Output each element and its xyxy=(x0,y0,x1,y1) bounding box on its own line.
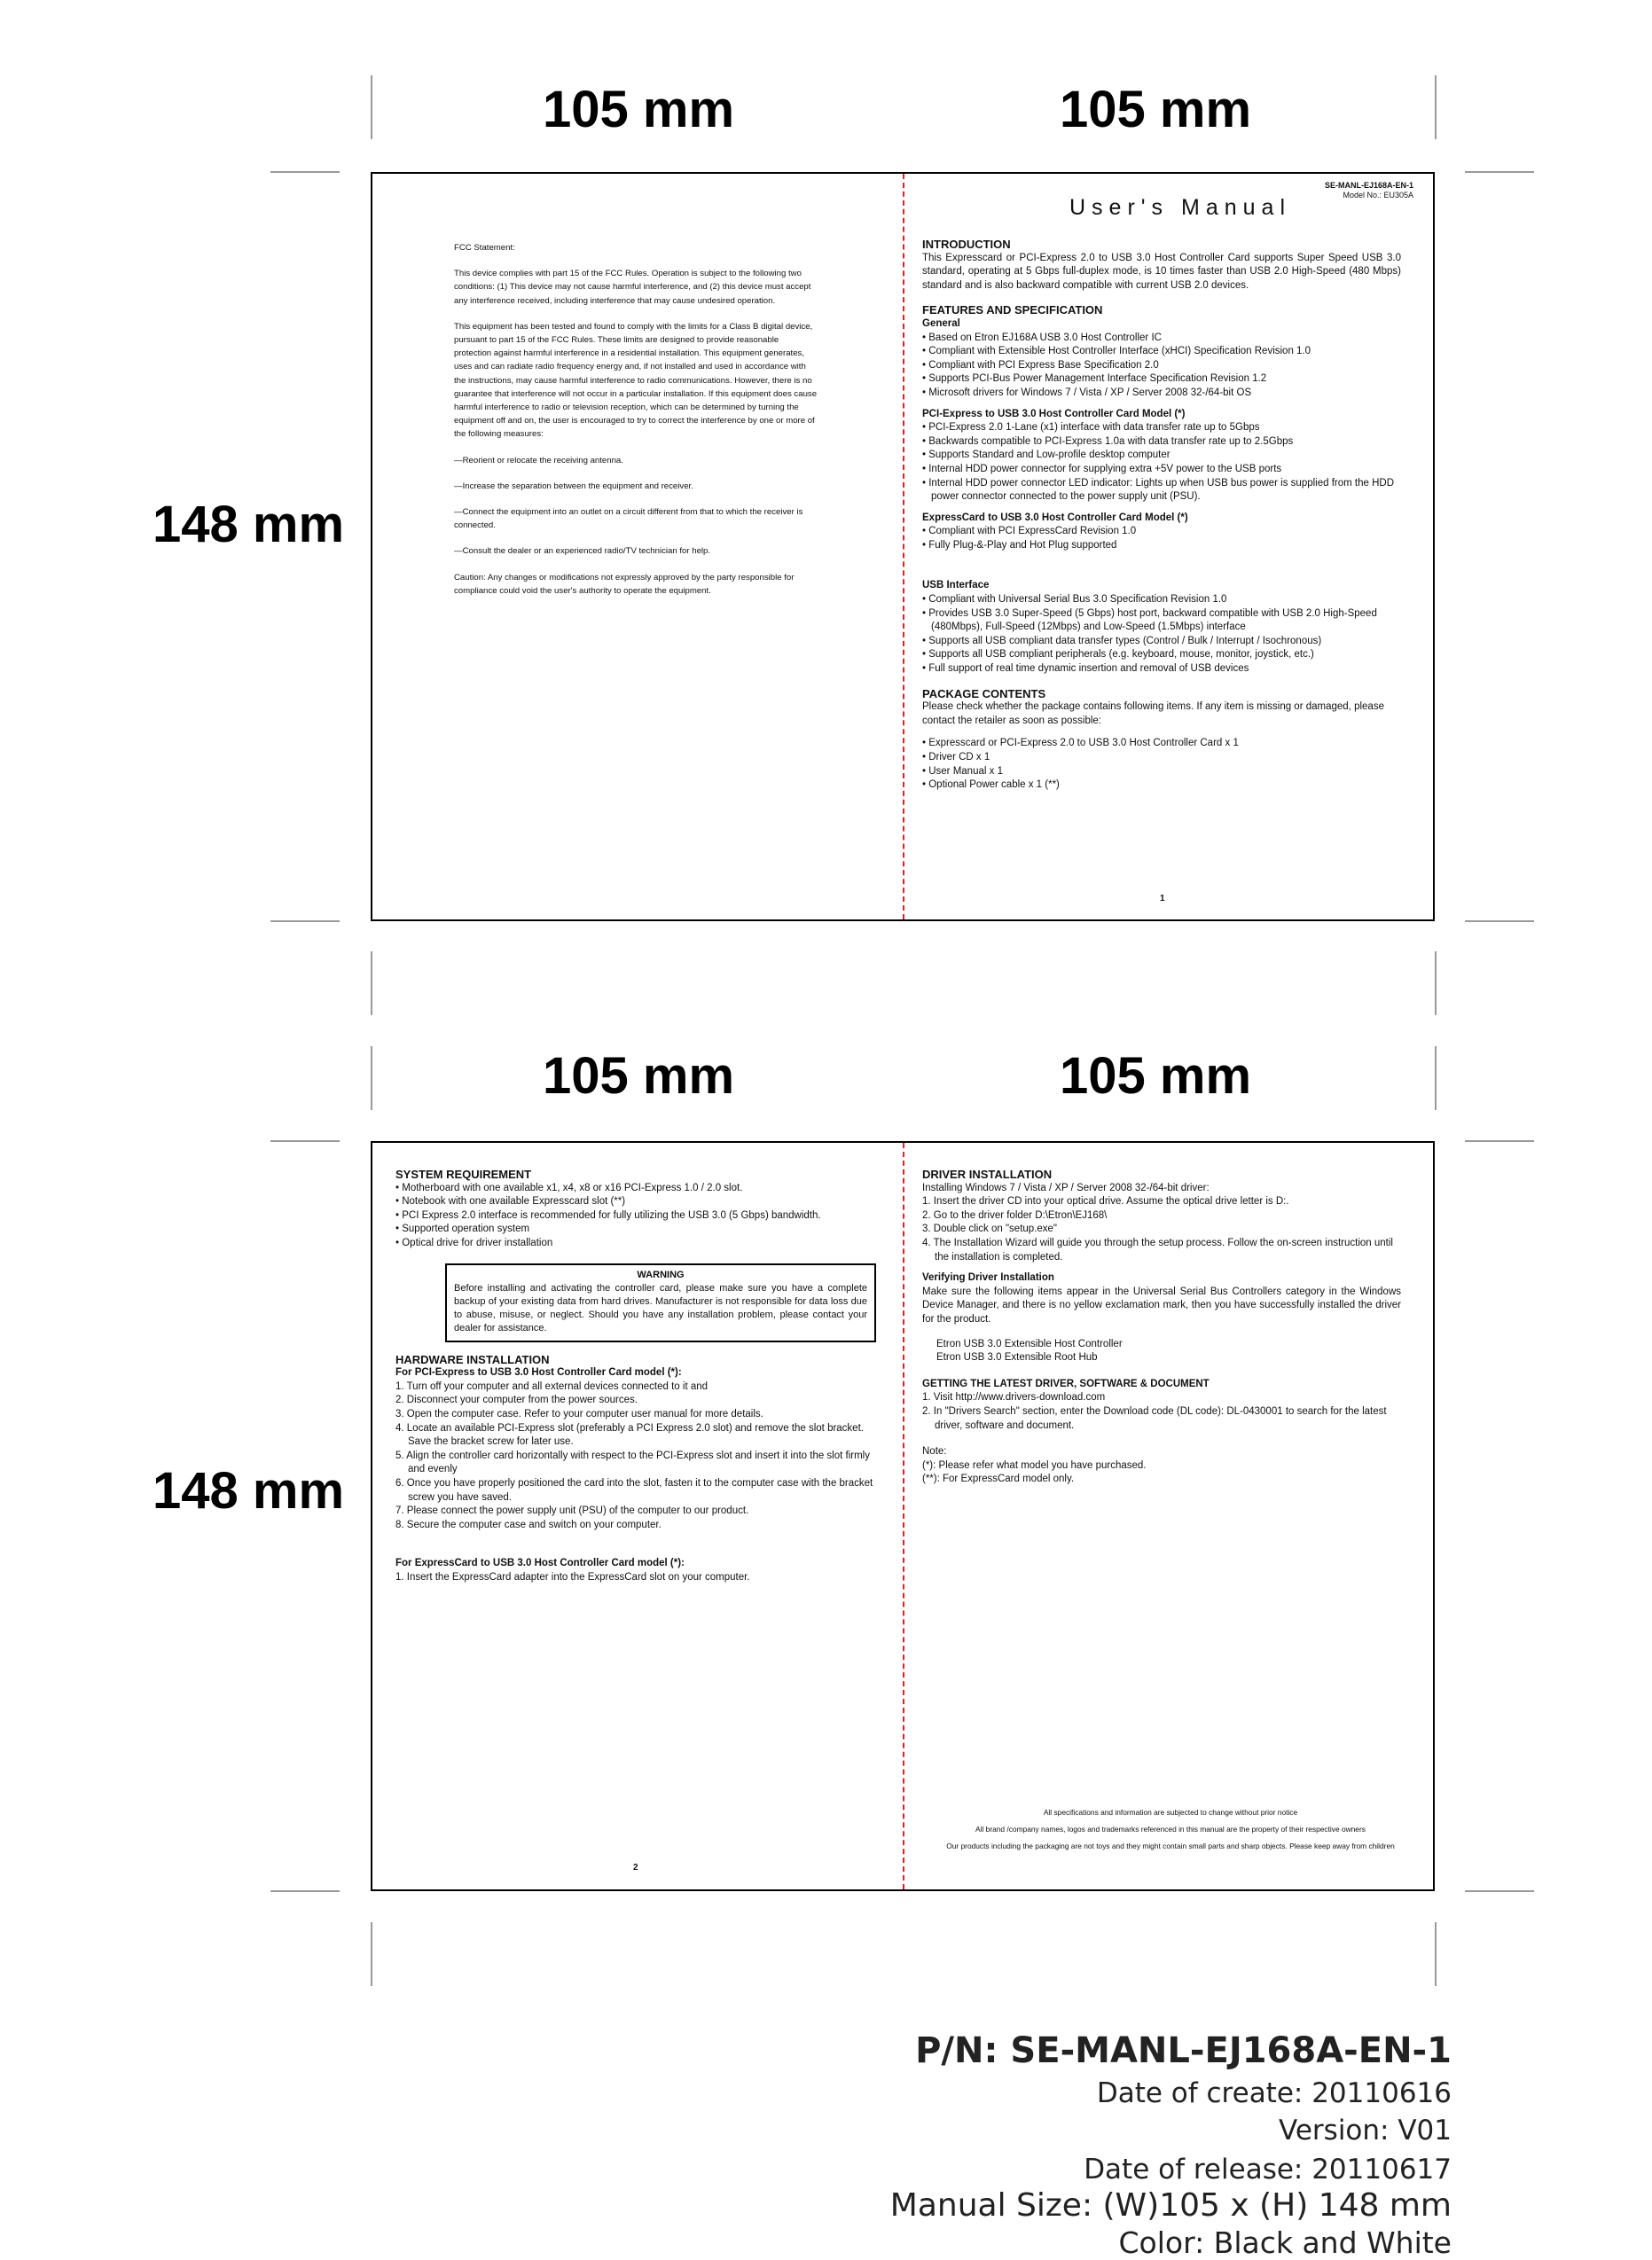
hw-pcie-heading: For PCI-Express to USB 3.0 Host Controller Card model (*): xyxy=(395,1367,682,1379)
list-item: • Internal HDD power connector for supplying extra +5V power to the USB ports xyxy=(922,463,1401,477)
crop-mark xyxy=(371,1922,372,1986)
sheet-1 xyxy=(371,172,1435,921)
list-item: • PCI Express 2.0 interface is recommended for fully utilizing the USB 3.0 (5 Gbps) bandwidth. xyxy=(395,1209,885,1224)
sheet-2 xyxy=(371,1141,1435,1891)
page2-right-content xyxy=(922,1168,1401,1487)
crop-mark xyxy=(1465,1890,1534,1892)
fcc-paragraph: This equipment has been tested and found to comply with the limits for a Class B digital device, pursuant to part 15 of the FCC Rules. These limits are designed to provide reasonable protection against harmful interference in a residential installation. This equipment generates, uses and can radiate radio frequency energy and, if not installed and used in accordance with the instructions, may cause harmful interference to radio communications. However, there is no guarantee that interference will not occur in a particular installation. If this equipment does cause harmful interference to radio or television reception, which can be determined by turning the equipment off and on, the user is encouraged to try to correct the interference by one or more of the following measures: xyxy=(454,321,818,440)
general-heading: General xyxy=(922,317,960,329)
list-item: 3. Double click on "setup.exe" xyxy=(922,1224,1057,1235)
general-list xyxy=(922,332,1401,401)
footer-line: All brand /company names, logos and trademarks referenced in this manual are the property of their respective owners xyxy=(975,1825,1366,1834)
list-item: • Notebook with one available Expresscard slot (**) xyxy=(395,1195,885,1209)
warning-title: WARNING xyxy=(637,1269,685,1280)
fcc-paragraph: FCC Statement: xyxy=(454,243,515,253)
warning-box xyxy=(445,1263,876,1342)
intro-text: This Expresscard or PCI-Express 2.0 to USB 3.0 Host Controller Card supports Super Speed USB 3.0 standard, operating at 5 Gbps full-duplex mode, is 10 times faster than USB 2.0 High-Speed (480 Mbps) standard and is also backward compatible with current USB 2.0 devices. xyxy=(922,252,1401,291)
list-item: • Compliant with Extensible Host Controller Interface (xHCI) Specification Revision 1.0 xyxy=(922,345,1401,359)
list-item: 2. Go to the driver folder D:\Etron\EJ168\ xyxy=(922,1209,1108,1221)
list-item: • Microsoft drivers for Windows 7 / Vista / XP / Server 2008 32-/64-bit OS xyxy=(922,387,1401,401)
list-item: 8. Secure the computer case and switch on your computer. xyxy=(395,1519,662,1530)
list-item: • Motherboard with one available x1, x4, x8 or x16 PCI-Express 1.0 / 2.0 slot. xyxy=(395,1182,885,1196)
crop-mark xyxy=(1435,1046,1437,1110)
pcie-list xyxy=(922,421,1401,504)
latest-steps xyxy=(922,1391,1401,1433)
list-item: • Compliant with Universal Serial Bus 3.0 Specification Revision 1.0 xyxy=(922,593,1401,607)
note-item: (*): Please refer what model you have purchased. xyxy=(922,1459,1147,1471)
driver-heading: DRIVER INSTALLATION xyxy=(922,1168,1053,1181)
crop-mark xyxy=(270,1140,340,1142)
fold-line xyxy=(903,174,904,919)
verify-heading: Verifying Driver Installation xyxy=(922,1272,1054,1284)
fcc-paragraph: Caution: Any changes or modifications not expressly approved by the party responsible for compliance could void the user's authority to operate the equipment. xyxy=(454,572,795,596)
part-number: P/N: SE-MANL-EJ168A-EN-1 xyxy=(915,2030,1452,2071)
list-item: • Supports all USB compliant peripherals (e.g. keyboard, mouse, monitor, joystick, etc.) xyxy=(922,648,1401,662)
date-of-release: Date of release: 20110617 xyxy=(1084,2154,1452,2186)
list-item: 1. Turn off your computer and all external devices connected to it and xyxy=(395,1380,709,1392)
crop-mark xyxy=(1435,951,1437,1015)
driver-steps xyxy=(922,1195,1401,1264)
list-item: • Supports PCI-Bus Power Management Interface Specification Revision 1.2 xyxy=(922,372,1401,387)
dim-height-bottom: 148 mm xyxy=(153,1462,345,1520)
sysreq-heading: SYSTEM REQUIREMENT xyxy=(395,1168,532,1181)
list-item: • Based on Etron EJ168A USB 3.0 Host Controller IC xyxy=(922,332,1401,346)
usb-list xyxy=(922,593,1401,676)
manual-size: Manual Size: (W)105 x (H) 148 mm xyxy=(889,2187,1452,2224)
list-item: Etron USB 3.0 Extensible Root Hub xyxy=(936,1352,1098,1364)
dim-top-left: 105 mm xyxy=(543,81,735,138)
model-number: Model No.: EU305A xyxy=(1343,191,1413,199)
express-model-heading: ExpressCard to USB 3.0 Host Controller Card Model (*) xyxy=(922,512,1188,523)
list-item: 1. Insert the ExpressCard adapter into the ExpressCard slot on your computer. xyxy=(395,1571,750,1583)
page-number: 1 xyxy=(1160,894,1165,903)
list-item: • Supports all USB compliant data transfer types (Control / Bulk / Interrupt / Isochronous) xyxy=(922,635,1401,649)
latest-heading: GETTING THE LATEST DRIVER, SOFTWARE & DOCUMENT xyxy=(922,1378,1210,1389)
page-number: 2 xyxy=(633,1863,638,1873)
page2-left-content xyxy=(395,1168,885,1584)
list-item: • Full support of real time dynamic insertion and removal of USB devices xyxy=(922,662,1401,676)
manual-title: User's Manual xyxy=(1069,195,1291,220)
express-list xyxy=(922,525,1401,552)
crop-mark xyxy=(371,1046,372,1110)
date-of-create: Date of create: 20110616 xyxy=(1096,2077,1452,2109)
doc-code: SE-MANL-EJ168A-EN-1 xyxy=(1324,181,1413,190)
legal-footer xyxy=(922,1804,1419,1855)
dim-height-top: 148 mm xyxy=(153,496,345,553)
list-item: • Internal HDD power connector LED indicator: Lights up when USB bus power is supplied from the HDD power connector connected to the power supply unit (PSU). xyxy=(922,477,1401,504)
pcie-model-heading: PCI-Express to USB 3.0 Host Controller Card Model (*) xyxy=(922,408,1186,419)
fcc-paragraph: This device complies with part 15 of the FCC Rules. Operation is subject to the following two conditions: (1) This device may not cause harmful interference, and (2) this device must accept any interference received, including interference that may cause undesired operation. xyxy=(454,269,811,306)
list-item: • Backwards compatible to PCI-Express 1.0a with data transfer rate up to 2.5Gbps xyxy=(922,435,1401,450)
version: Version: V01 xyxy=(1279,2115,1452,2147)
fold-line xyxy=(903,1143,904,1889)
crop-mark xyxy=(270,920,340,922)
dim-bottom-left: 105 mm xyxy=(543,1047,735,1105)
usb-interface-heading: USB Interface xyxy=(922,580,990,591)
list-item: • PCI-Express 2.0 1-Lane (x1) interface with data transfer rate up to 5Gbps xyxy=(922,421,1401,435)
list-item: 2. In "Drivers Search" section, enter the Download code (DL code): DL-0430001 to search for the latest driver, software and document. xyxy=(922,1405,1387,1431)
crop-mark xyxy=(1465,1140,1534,1142)
list-item: 2. Disconnect your computer from the power sources. xyxy=(395,1395,638,1406)
sysreq-list xyxy=(395,1182,885,1251)
package-heading: PACKAGE CONTENTS xyxy=(922,686,1046,700)
list-item: 7. Please connect the power supply unit (PSU) of the computer to our product. xyxy=(395,1505,749,1517)
page1-content xyxy=(922,238,1401,793)
verify-items xyxy=(936,1338,1401,1365)
crop-mark xyxy=(1465,171,1534,173)
fcc-statement xyxy=(454,241,818,610)
list-item: 4. Locate an available PCI-Express slot (preferably a PCI Express 2.0 slot) and remove the slot bracket. Save the bracket screw for later use. xyxy=(395,1422,864,1448)
dim-top-right: 105 mm xyxy=(1060,81,1252,138)
list-item: • Optional Power cable x 1 (**) xyxy=(922,778,1401,793)
hw-heading: HARDWARE INSTALLATION xyxy=(395,1352,550,1366)
hw-express-heading: For ExpressCard to USB 3.0 Host Controller Card model (*): xyxy=(395,1558,685,1569)
list-item: 4. The Installation Wizard will guide you through the setup process. Follow the on-screen instruction until the installation is completed. xyxy=(922,1237,1393,1263)
list-item: Etron USB 3.0 Extensible Host Controller xyxy=(936,1338,1123,1349)
hw-express-steps xyxy=(395,1571,885,1585)
footer-line: Our products including the packaging are not toys and they might contain small parts and sharp objects. Please keep away from children xyxy=(946,1842,1395,1850)
list-item: 5. Align the controller card horizontally with respect to the PCI-Express slot and insert it into the slot firmly and evenly xyxy=(395,1450,870,1475)
fcc-paragraph: —Increase the separation between the equipment and receiver. xyxy=(454,481,693,491)
crop-mark xyxy=(371,75,372,139)
crop-mark xyxy=(1465,920,1534,922)
list-item: • Compliant with PCI Express Base Specification 2.0 xyxy=(922,359,1401,373)
list-item: • Provides USB 3.0 Super-Speed (5 Gbps) host port, backward compatible with USB 2.0 High-Speed (480Mbps), Full-Speed (12Mbps) and Low-Speed (1.5Mbps) interface xyxy=(922,607,1401,635)
crop-mark xyxy=(270,1890,340,1892)
verify-text: Make sure the following items appear in the Universal Serial Bus Controllers category in the Windows Device Manager, and there is no yellow exclamation mark, then you have successfully installed the driver for the product. xyxy=(922,1286,1401,1325)
list-item: • Driver CD x 1 xyxy=(922,751,1401,765)
list-item: • Supports Standard and Low-profile desktop computer xyxy=(922,449,1401,463)
fcc-paragraph: —Reorient or relocate the receiving antenna. xyxy=(454,455,623,465)
list-item: 1. Insert the driver CD into your optical drive. Assume the optical drive letter is D:. xyxy=(922,1196,1289,1208)
crop-mark xyxy=(371,951,372,1015)
list-item: • Compliant with PCI ExpressCard Revision 1.0 xyxy=(922,525,1401,539)
dim-bottom-right: 105 mm xyxy=(1060,1047,1252,1105)
hw-pcie-steps xyxy=(395,1380,885,1533)
list-item: 3. Open the computer case. Refer to your computer user manual for more details. xyxy=(395,1408,763,1419)
list-item: • Supported operation system xyxy=(395,1223,885,1237)
features-heading: FEATURES AND SPECIFICATION xyxy=(922,303,1103,317)
list-item: 6. Once you have properly positioned the card into the slot, fasten it to the computer case with the bracket screw you have saved. xyxy=(395,1477,873,1503)
fcc-paragraph: —Consult the dealer or an experienced radio/TV technician for help. xyxy=(454,546,711,557)
crop-mark xyxy=(1435,1922,1437,1986)
crop-mark xyxy=(270,171,340,173)
list-item: • Expresscard or PCI-Express 2.0 to USB 3.0 Host Controller Card x 1 xyxy=(922,737,1401,751)
intro-heading: INTRODUCTION xyxy=(922,238,1011,251)
note-label: Note: xyxy=(922,1446,947,1458)
list-item: • User Manual x 1 xyxy=(922,765,1401,779)
crop-mark xyxy=(1435,75,1437,139)
package-text: Please check whether the package contains following items. If any item is missing or damaged, please contact the retailer as soon as possible: xyxy=(922,701,1384,726)
list-item: • Optical drive for driver installation xyxy=(395,1237,885,1251)
list-item: 1. Visit http://www.drivers-download.com xyxy=(922,1392,1106,1404)
warning-text: Before installing and activating the controller card, please make sure you have a complete backup of your existing data from hard drives. Manufacturer is not responsible for data loss due to abuse, misuse, or neglect. Should you have any installation problem, please contact your dealer for assistance. xyxy=(454,1282,867,1333)
fcc-paragraph: —Connect the equipment into an outlet on a circuit different from that to which the receiver is connected. xyxy=(454,507,803,531)
print-color: Color: Black and White xyxy=(1118,2225,1452,2260)
package-list xyxy=(922,737,1401,792)
note-item: (**): For ExpressCard model only. xyxy=(922,1474,1075,1485)
footer-line: All specifications and information are subjected to change without prior notice xyxy=(1043,1808,1298,1817)
list-item: • Fully Plug-&-Play and Hot Plug supported xyxy=(922,539,1401,553)
driver-intro: Installing Windows 7 / Vista / XP / Server 2008 32-/64-bit driver: xyxy=(922,1182,1210,1193)
